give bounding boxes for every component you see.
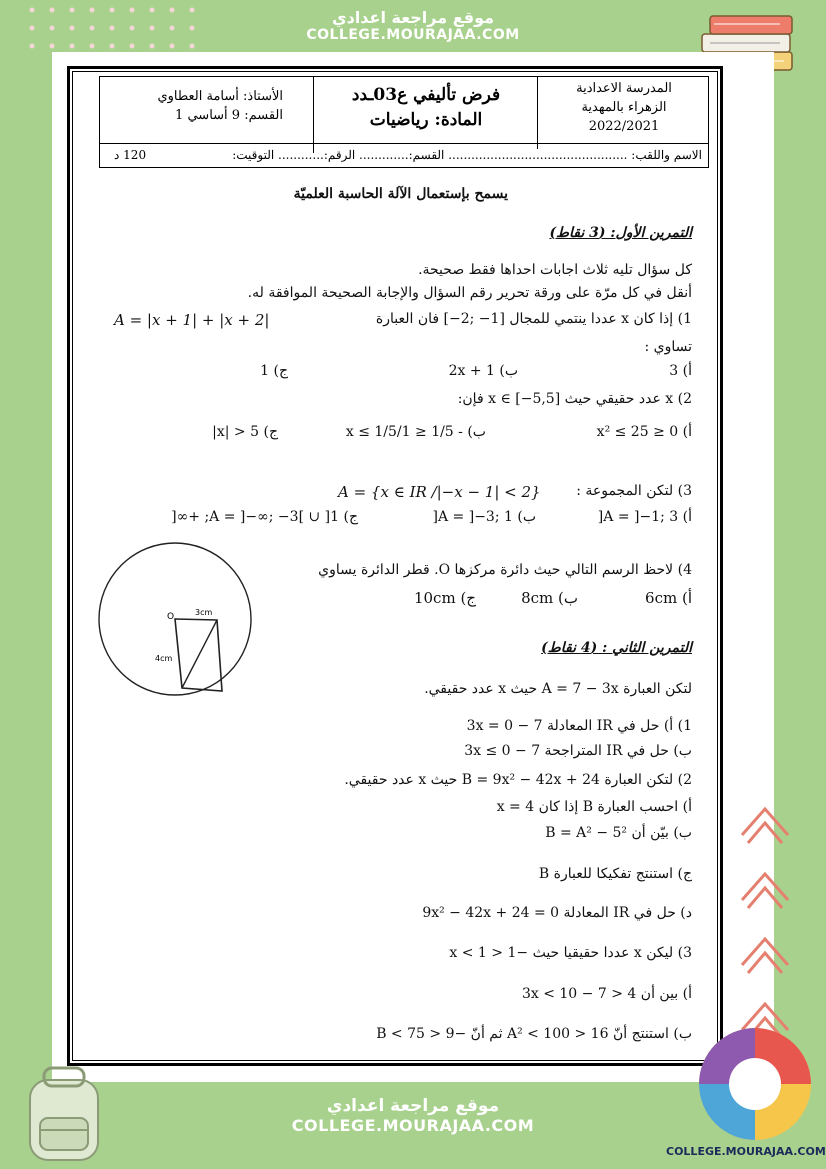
ex2-q3b: ب) استنتج أنّ 16 < A² < 100 ثم أنّ −9 < B < 75 xyxy=(376,1026,692,1042)
ex2-q3a: أ) بين أن 4 < 7 − 3x < 10 xyxy=(521,986,692,1002)
school-location: الزهراء بالمهدية xyxy=(581,100,667,115)
q4-text: 4) لاحظ الرسم التالي حيث دائرة مركزها O. قطر الدائرة يساوي xyxy=(318,562,692,578)
q3-answer-a: أ) A = ]−1; 3[ xyxy=(597,509,692,525)
calculator-note: يسمح بإستعمال الآلة الحاسبة العلميّة xyxy=(293,186,508,202)
q2-answer-b: ب) - 1/5 ≤ 1/x ≤ 1/5 xyxy=(345,424,486,440)
ex2-q2c: ج) استنتج تفكيكا للعبارة B xyxy=(538,866,692,882)
q4-answer-b: ب) 8cm xyxy=(521,589,578,607)
school-name: المدرسة الاعدادية xyxy=(576,81,672,96)
ex2-q2d: د) حل في IR المعادلة 9x² − 42x + 24 = 0 xyxy=(422,905,692,921)
ex2-q1b: ب) حل في IR المتراجحة 7 − 3x ≤ 0 xyxy=(464,743,692,759)
q2-text: 2) x عدد حقيقي حيث x ∈ [−5,5] فإن: xyxy=(457,391,692,407)
q1-equals: تساوي : xyxy=(644,339,692,355)
exercise1-intro1: كل سؤال تليه ثلاث اجابات احداها فقط صحيحة. xyxy=(418,262,692,278)
chevron-up-icon xyxy=(738,925,792,979)
q3-text: 3) لتكن المجموعة : xyxy=(576,483,692,499)
q2-answer-a: أ) 0 ≤ x² ≤ 25 xyxy=(596,424,692,440)
chevron-up-icon xyxy=(738,795,792,849)
diagonal-line xyxy=(182,620,217,688)
circle-figure xyxy=(97,541,253,697)
bottom-banner xyxy=(263,1082,563,1152)
ex2-q2: 2) لتكن العبارة B = 9x² − 42x + 24 حيث x عدد حقيقي. xyxy=(344,772,692,788)
banner-top-arabic: موقع مراجعة اعدادي xyxy=(331,8,495,27)
q3-expression: A = {x ∈ IR /|−x − 1| < 2} xyxy=(338,483,541,501)
ex2-q1a: 1) أ) حل في IR المعادلة 7 − 3x = 0 xyxy=(466,718,692,734)
duration: 120 د xyxy=(114,148,147,162)
exercise2-title: التمرين الثاني : (4 نقاط) xyxy=(541,640,692,656)
width-label: 3cm xyxy=(195,608,213,617)
exercise2-intro: لتكن العبارة A = 7 − 3x حيث x عدد حقيقي. xyxy=(424,681,692,697)
q1-expression: A = |x + 1| + |x + 2| xyxy=(114,311,270,329)
q1-answer-b: ب) 2x + 1 xyxy=(448,363,518,379)
q3-answer-b: ب) A = ]−3; 1[ xyxy=(432,509,536,525)
site-logo-icon xyxy=(696,1025,814,1143)
top-banner xyxy=(263,0,563,58)
chevron-up-icon xyxy=(738,860,792,914)
banner-top-url[interactable]: COLLEGE.MOURAJAA.COM xyxy=(306,27,520,43)
q3-answer-c: ج) A = ]−∞; −3[ ∪ ]1; +∞[ xyxy=(171,509,358,525)
test-title: فرض تأليفي ع03ـدد xyxy=(351,85,501,105)
backpack-icon xyxy=(14,1060,114,1165)
q4-answer-c: ج) 10cm xyxy=(413,589,476,607)
ex2-q3: 3) ليكن x عددا حقيقيا حيث −1 < x < 1 xyxy=(449,945,692,961)
banner-bottom-arabic: موقع مراجعة اعدادي xyxy=(326,1096,500,1116)
exercise1-intro2: أنقل في كل مرّة على ورقة تحرير رقم السؤال والإجابة الصحيحة الموافقة له. xyxy=(247,285,692,301)
banner-bottom-url[interactable]: COLLEGE.MOURAJAA.COM xyxy=(291,1116,535,1135)
exam-header xyxy=(99,76,709,168)
school-info xyxy=(540,77,708,145)
student-info-row xyxy=(100,143,708,166)
school-year: 2022/2021 xyxy=(588,119,660,134)
subject: المادة: رياضيات xyxy=(369,110,483,130)
teacher-name: الأستاذ: أسامة العطاوي xyxy=(157,89,283,104)
q1-answer-c: ج) 1 xyxy=(260,363,288,379)
dots-decoration xyxy=(0,0,240,60)
student-fields: الاسم واللقب: ............................................... القسم:............. الرقم:............ التوقيت: xyxy=(232,148,702,162)
q4-answer-a: أ) 6cm xyxy=(645,589,692,607)
class-name: القسم: 9 أساسي 1 xyxy=(175,108,283,123)
ex2-q2a: أ) احسب العبارة B إذا كان x = 4 xyxy=(496,799,692,815)
q1-answer-a: أ) 3 xyxy=(669,363,692,379)
ex2-q2b: ب) بيّن أن B = A² − 5² xyxy=(545,825,692,841)
exercise1-title: التمرين الأول: (3 نقاط) xyxy=(549,225,692,241)
q1-text: 1) إذا كان x عددا ينتمي للمجال [1− ;2−] فان العبارة xyxy=(375,311,692,327)
logo-caption[interactable]: COLLEGE.MOURAJAA.COM xyxy=(666,1145,826,1158)
height-label: 4cm xyxy=(155,654,173,663)
test-title-cell xyxy=(315,77,538,149)
q2-answer-c: ج) 5 < |x| xyxy=(212,424,278,440)
teacher-info xyxy=(99,77,314,153)
center-label: O xyxy=(167,612,175,622)
